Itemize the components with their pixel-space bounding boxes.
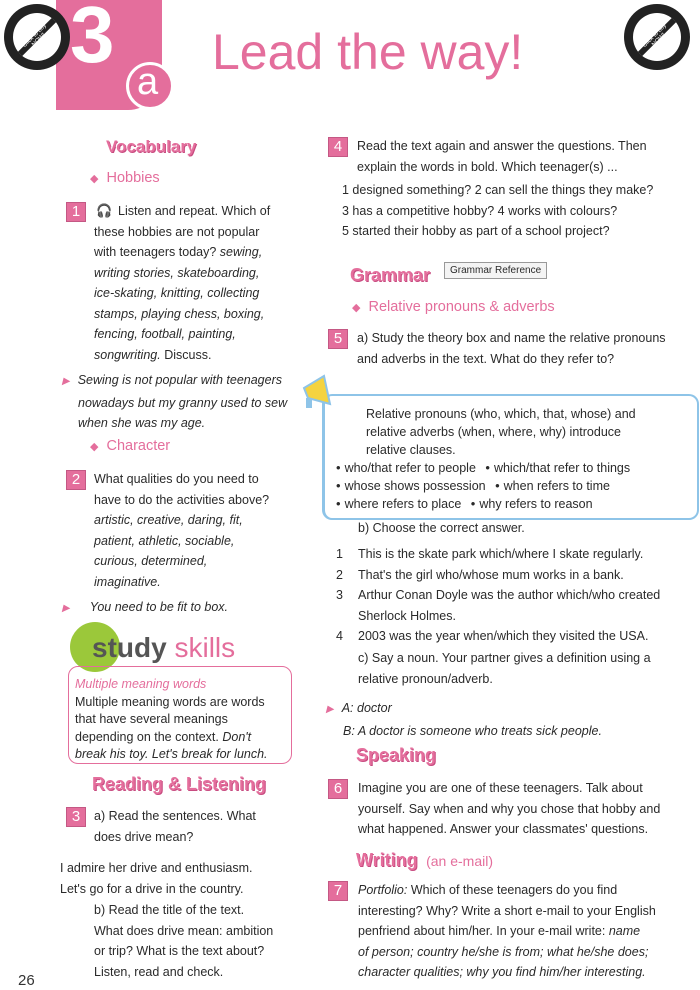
list-item: 1 This is the skate park which/where I skate regularly. xyxy=(336,547,644,561)
diamond-icon: ◆ xyxy=(352,302,361,314)
list-item: 3 Arthur Conan Doyle was the author which/who created xyxy=(336,588,661,602)
theory-bullet-row: • whose shows possession • when refers to time xyxy=(336,478,610,493)
vocabulary-heading: Vocabulary xyxy=(106,137,197,156)
unit-letter: a xyxy=(137,61,159,103)
exercise-5c-text: c) Say a noun. Your partner gives a definition using a relative pronoun/adverb. xyxy=(358,651,651,686)
exercise-number: 2 xyxy=(66,470,86,490)
exercise-number: 3 xyxy=(66,807,86,827)
diamond-icon: ◆ xyxy=(90,441,99,453)
character-heading: ◆ Character xyxy=(90,438,171,454)
study-skills-heading: study skills xyxy=(92,632,236,663)
study-skills-content: Multiple meaning words Multiple meaning words are words that have several meanings depending on the context. Don't break his toy. Let's break for lunch. xyxy=(75,677,268,761)
list-item: 4 2003 was the year when/which they visited the USA. xyxy=(336,629,649,643)
diamond-icon: ◆ xyxy=(90,173,99,185)
play-arrow-icon: ▶ xyxy=(62,603,70,614)
exercise-2-text: What qualities do you need to have to do the activities above? artistic, creative, daring, fit, patient, athletic, sociable, curious, determined, imaginative. xyxy=(94,472,270,589)
megaphone-icon xyxy=(300,374,336,419)
play-arrow-icon: ▶ xyxy=(62,376,70,387)
watermark-text: Click to buy NOW! xyxy=(21,22,48,49)
exercise-5a-text: a) Study the theory box and name the relative pronouns and adverbs in the text. What do they refer to? xyxy=(357,331,666,366)
exercise-number: 1 xyxy=(66,202,86,222)
watermark-text: Click to buy NOW! xyxy=(641,22,668,49)
exercise-5b-heading: b) Choose the correct answer. xyxy=(358,521,525,535)
exercise-1-text: Listen and repeat. Which of these hobbies are not popular with teenagers today? sewing, writing stories, skateboarding, ice-skating, knitting, collecting stamps, playing chess, boxing, fencing, football, painting, songwriting. Discuss. xyxy=(94,204,271,362)
theory-bullet-row: • where refers to place • why refers to reason xyxy=(336,496,593,511)
exercise-3a-text: a) Read the sentences. What does drive mean? xyxy=(94,809,256,844)
list-item: Sherlock Holmes. xyxy=(358,608,456,623)
headphones-icon[interactable]: 🎧 xyxy=(96,203,113,218)
grammar-heading: Grammar xyxy=(350,265,431,285)
page-title: Lead the way! xyxy=(212,24,524,80)
exercise-number: 5 xyxy=(328,329,348,349)
example-2: ▶ You need to be fit to box. xyxy=(62,600,229,614)
exercise-number: 7 xyxy=(328,881,348,901)
exercise-7-text: Portfolio: Which of these teenagers do you find interesting? Why? Write a short e-mail to your English penfriend about him/her. In your e-mail write: name of person; country he/she is from; what he/she does; character qualities; why you find him/her interesting. xyxy=(358,883,656,979)
writing-heading: Writing (an e-mail) xyxy=(356,850,494,870)
exercise-3-sentences: I admire her drive and enthusiasm. Let's go for a drive in the country. xyxy=(60,861,253,896)
exercise-5b-items xyxy=(336,544,696,647)
watermark-badge-left[interactable] xyxy=(2,2,72,72)
theory-bullets xyxy=(336,459,692,513)
unit-number: 3 xyxy=(70,0,115,79)
exercise-number: 6 xyxy=(328,779,348,799)
list-item: 2 That's the girl who/whose mum works in a bank. xyxy=(336,567,624,582)
reading-listening-heading: Reading & Listening xyxy=(92,774,267,794)
exercise-4-items: 1 designed something? 2 can sell the things they make? 3 has a competitive hobby? 4 works with colours? 5 started their hobby as part of a school project? xyxy=(342,183,654,238)
exercise-4-text: Read the text again and answer the questions. Then explain the words in bold. Which teenager(s) ... xyxy=(357,139,647,174)
exercise-number: 4 xyxy=(328,137,348,157)
speaking-heading: Speaking xyxy=(356,745,437,765)
exercise-6-text: Imagine you are one of these teenagers. Talk about yourself. Say when and why you chose that hobby and what happened. Answer your classmates' questions. xyxy=(358,781,661,836)
page-number: 26 xyxy=(18,972,35,989)
exercise-3b-text: b) Read the title of the text. What does drive mean: ambition or trip? What is the text about? Listen, read and check. xyxy=(94,903,274,979)
grammar-reference-tag[interactable]: Grammar Reference xyxy=(444,262,547,279)
theory-text: Relative pronouns (who, which, that, whose) and relative adverbs (when, where, why) introduce relative clauses. xyxy=(366,407,636,457)
watermark-badge-right[interactable] xyxy=(622,2,692,72)
hobbies-heading: ◆ Hobbies xyxy=(90,170,160,186)
theory-bullet-row: • who/that refer to people • which/that refer to things xyxy=(336,460,631,475)
play-arrow-icon: ▶ xyxy=(326,704,334,715)
exercise-5c-dialog: ▶ A: doctor B: A doctor is someone who treats sick people. xyxy=(326,701,602,738)
example-1: ▶ Sewing is not popular with teenagers nowadays but my granny used to sew when she was my age. xyxy=(62,373,288,430)
relative-heading: ◆ Relative pronouns & adverbs xyxy=(352,299,555,315)
